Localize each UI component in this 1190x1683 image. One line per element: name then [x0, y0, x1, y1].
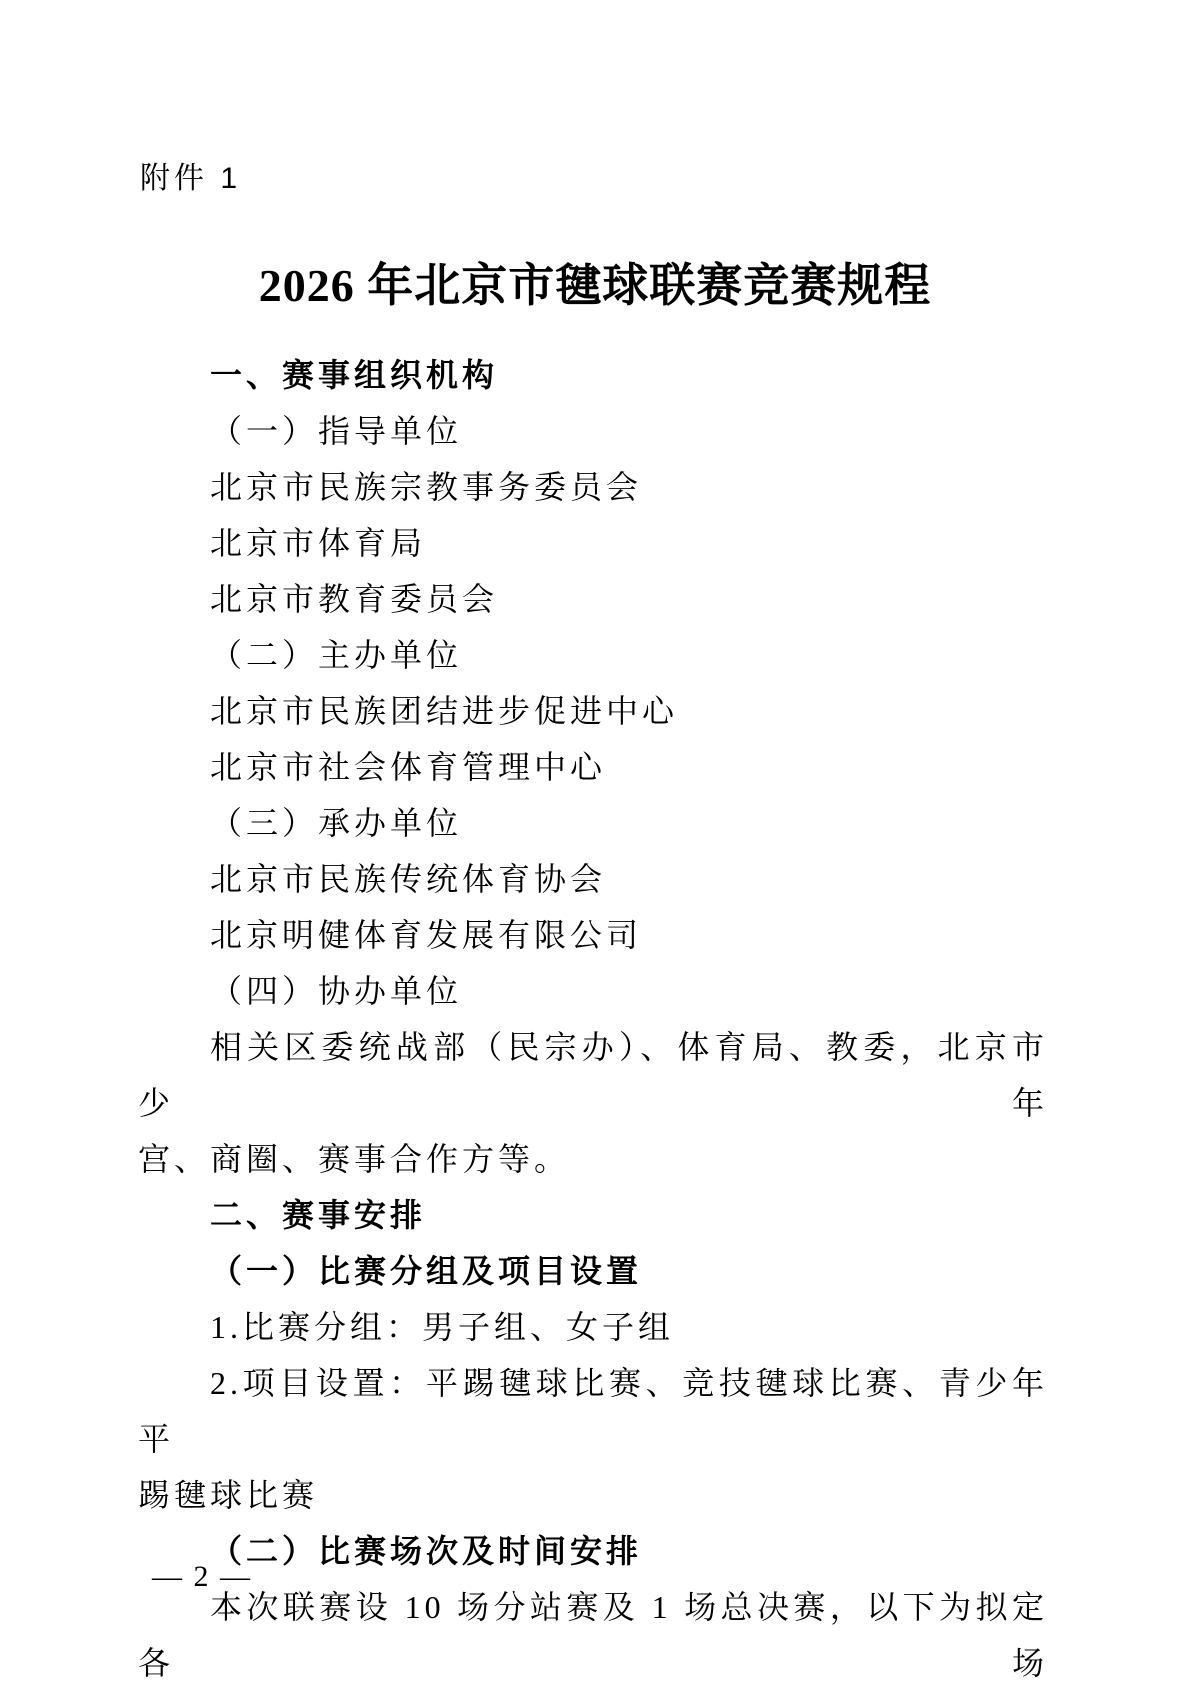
body-line: 2.项目设置：平踢毽球比赛、竞技毽球比赛、青少年平	[138, 1365, 1048, 1457]
subsection-2-2-heading: （二）比赛场次及时间安排	[210, 1533, 643, 1569]
body-line: 1.比赛分组：男子组、女子组	[210, 1309, 675, 1345]
body-line: 相关区委统战部（民宗办）、体育局、教委，北京市少年	[138, 1029, 1048, 1121]
org-line: 北京市社会体育管理中心	[210, 749, 607, 785]
org-line: 北京市民族团结进步促进中心	[210, 693, 679, 729]
body-line: 本次联赛设 10 场分站赛及 1 场总决赛，以下为拟定各场	[138, 1589, 1048, 1681]
org-line: 北京市体育局	[210, 525, 427, 561]
page-title: 2026 年北京市毽球联赛竞赛规程	[258, 260, 932, 311]
org-line: 北京明健体育发展有限公司	[210, 917, 643, 953]
subsection-1-3-heading: （三）承办单位	[210, 805, 463, 841]
document-body	[138, 347, 1048, 1683]
org-line: 北京市教育委员会	[210, 581, 499, 617]
subsection-1-4-heading: （四）协办单位	[210, 973, 463, 1009]
attachment-label: 附件 1	[140, 162, 242, 195]
subsection-1-1-heading: （一）指导单位	[210, 413, 463, 449]
subsection-2-1-heading: （一）比赛分组及项目设置	[210, 1253, 643, 1289]
section-2-heading: 二、赛事安排	[210, 1197, 427, 1233]
org-line: 北京市民族传统体育协会	[210, 861, 607, 897]
page-number: — 2 —	[152, 1560, 252, 1593]
body-line: 踢毽球比赛	[138, 1477, 319, 1513]
org-line: 北京市民族宗教事务委员会	[210, 469, 643, 505]
subsection-1-2-heading: （二）主办单位	[210, 637, 463, 673]
section-1-heading: 一、赛事组织机构	[210, 357, 499, 393]
body-line: 宫、商圈、赛事合作方等。	[138, 1141, 571, 1177]
